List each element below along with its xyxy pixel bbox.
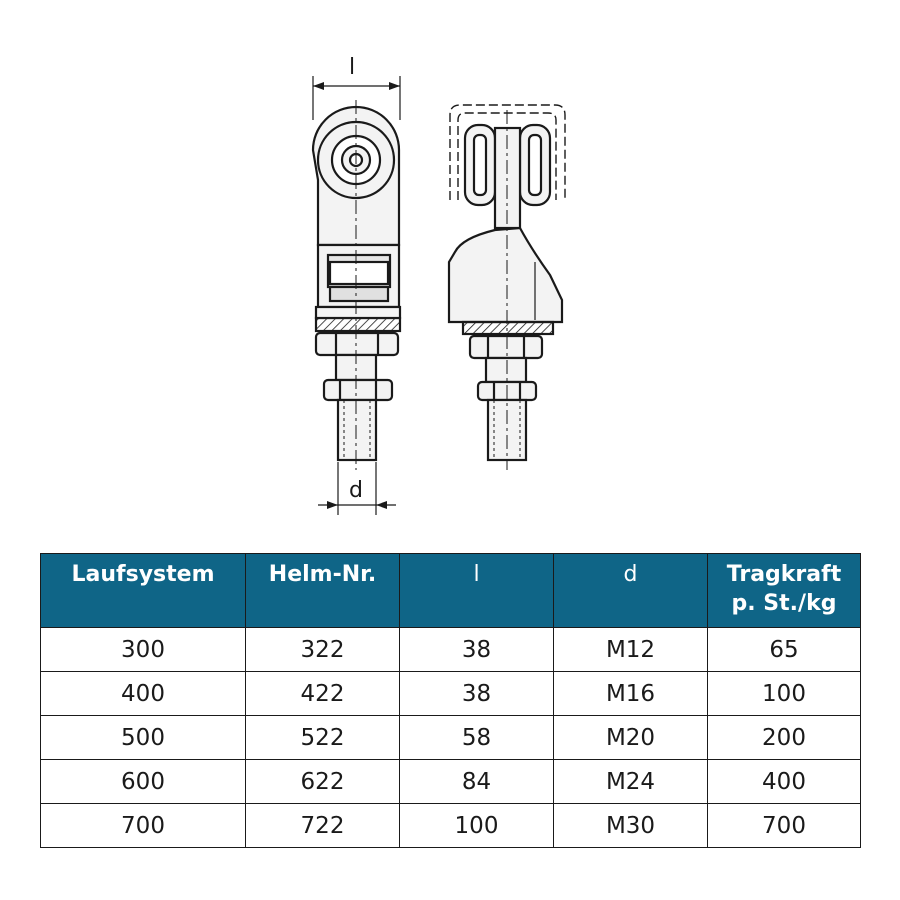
table-row [41,672,861,716]
cell-laufsystem: 500 [41,716,246,760]
cell-helm-nr: 722 [246,804,400,848]
header-d: d [554,554,708,628]
cell-d: M16 [554,672,708,716]
cell-l: 100 [400,804,554,848]
table-header-row [41,554,861,628]
cell-laufsystem: 600 [41,760,246,804]
cell-l: 58 [400,716,554,760]
front-view [313,55,400,515]
cell-tragkraft: 65 [708,628,861,672]
cell-l: 38 [400,628,554,672]
table-row [41,760,861,804]
cell-laufsystem: 300 [41,628,246,672]
cell-laufsystem: 700 [41,804,246,848]
cell-laufsystem: 400 [41,672,246,716]
side-view [449,105,565,470]
dimension-l-label: l [349,55,356,80]
dimension-d [318,462,396,515]
table-row [41,804,861,848]
header-l: l [400,554,554,628]
header-helm-nr: Helm-Nr. [246,554,400,628]
cell-helm-nr: 622 [246,760,400,804]
header-tragkraft-line2: p. St./kg [731,591,837,616]
cell-l: 84 [400,760,554,804]
cell-helm-nr: 422 [246,672,400,716]
cell-l: 38 [400,672,554,716]
cell-d: M12 [554,628,708,672]
cell-d: M24 [554,760,708,804]
cell-tragkraft: 400 [708,760,861,804]
table-row [41,716,861,760]
header-tragkraft-line1: Tragkraft [726,562,842,587]
cell-tragkraft: 200 [708,716,861,760]
header-tragkraft [708,554,861,628]
header-laufsystem: Laufsystem [41,554,246,628]
cell-d: M30 [554,804,708,848]
spec-table [40,553,861,848]
cell-tragkraft: 700 [708,804,861,848]
cell-helm-nr: 522 [246,716,400,760]
cell-d: M20 [554,716,708,760]
cell-tragkraft: 100 [708,672,861,716]
table-row [41,628,861,672]
cell-helm-nr: 322 [246,628,400,672]
dimension-d-label: d [349,478,363,503]
